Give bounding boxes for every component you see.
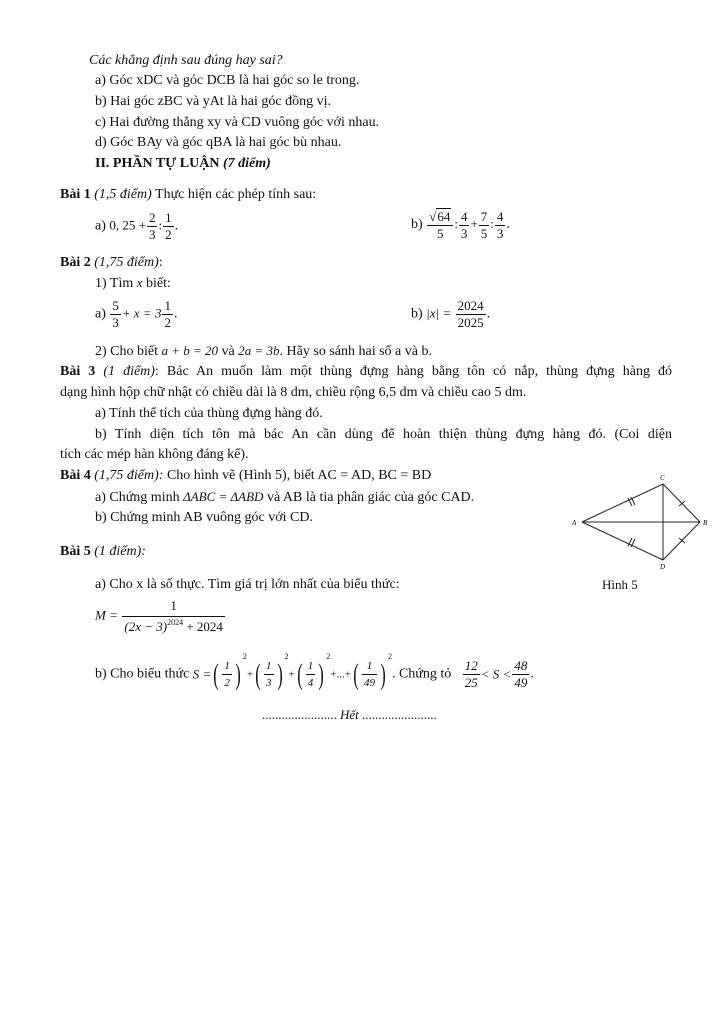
bai5-m-expression: M = $\frac{1}{(2x - 3)^{2024} + 2024}$ (95, 596, 226, 637)
tf-intro: Các khẳng định sau đúng hay sai? (89, 53, 283, 68)
fraction: $\frac{1}{2}$ (165, 210, 172, 242)
bai5-a: a) Cho x là số thực. Tìm giá trị lớn nhất của biểu thức: (95, 577, 400, 592)
bai2-heading: Bài 2 (1,75 điểm): (60, 255, 163, 270)
bai1-a-expression: a) 0, 25 + $\frac{2}{3}$ : $\frac{1}{2}$ . (95, 210, 179, 242)
segment-ac (582, 484, 663, 522)
fraction: $\frac{1}{3}$ (266, 660, 272, 689)
fraction: $\frac{4}{3}$ (496, 208, 504, 241)
bai1-heading (60, 186, 316, 204)
segment-cb (663, 484, 700, 522)
bai4-b: b) Chứng minh AB vuông góc với CD. (95, 510, 313, 525)
bai2-part2: 2) Cho biết a + b = 20 và 2a = 3b. Hãy so sánh hai số a và b. (95, 343, 432, 359)
bai1-points: (1,5 điểm) (94, 187, 152, 202)
end-marker: ....................... Hết ....................... (262, 707, 437, 722)
sqrt-fraction: $\frac{√64}{5}$ (427, 208, 453, 242)
bai1-text: Thực hiện các phép tính sau: (155, 187, 317, 202)
fraction: $\frac{7}{5}$ (480, 208, 488, 241)
bai5-b-expression: b) Cho biểu thức S =( $\frac{1}{2}$ )$^2$+( $\frac{1}{3}$ )$^2$+( $\frac{1}{4}$ )$^2$+...+( $\frac{1}{49}$ )$^2$. Chứng tỏ $\frac{12}{25}$ < S < $\frac{48}{49}$ . (95, 652, 534, 691)
bai4-heading: Bài 4 (1,75 điểm): Cho hình vẽ (Hình 5), biết AC = AD, BC = BD (60, 468, 432, 483)
bai5-heading: Bài 5 (1 điểm): (60, 544, 146, 559)
tf-item-c: c) Hai đường thẳng xy và CD vuông góc với nhau. (95, 115, 380, 130)
bai3-line2: dạng hình hộp chữ nhật có chiều dài là 8 dm, chiều rộng 6,5 dm và chiều cao 5 dm. (60, 385, 527, 400)
segment-db (663, 522, 700, 560)
bai1-a-prefix: a) (95, 218, 106, 234)
tf-item-a: a) Góc xDC và góc DCB là hai góc so le trong. (95, 73, 360, 88)
bai2-find: 1) Tìm x biết: (95, 275, 171, 291)
figure-hinh5 (570, 470, 720, 575)
part2-points: (7 điểm) (222, 156, 271, 171)
fraction: $\frac{1}{49}$ (363, 660, 375, 689)
part2-title: II. PHẦN TỰ LUẬN (95, 156, 220, 171)
bai4-a: a) Chứng minh ΔABC = ΔABD và AB là tia phân giác của góc CAD. (95, 489, 475, 505)
label-b: B (703, 519, 708, 527)
fraction: $\frac{2024}{2025}$ (457, 298, 484, 330)
fraction: $\frac{1}{2}$ (164, 298, 171, 330)
bai1-a-lead: 0, 25 + (109, 217, 146, 233)
fraction: $\frac{1}{2}$ (224, 660, 230, 689)
bai2-points: (1,75 điểm) (94, 255, 159, 270)
segment-ad (582, 522, 663, 560)
label-a: A (572, 519, 577, 527)
bai3-b1: b) Tính diện tích tôn mà bác An cần dùng để hoàn thiện thùng đựng hàng đó. (Coi diện (95, 427, 672, 442)
fraction: $\frac{48}{49}$ (514, 658, 528, 690)
figure-caption: Hình 5 (602, 577, 638, 592)
part2-heading (95, 155, 271, 173)
bai1-b-expression: b) $\frac{√64}{5}$ : $\frac{4}{3}$ + $\frac{7}{5}$ : $\frac{4}{3}$ . (411, 208, 510, 241)
label-c: C (660, 474, 665, 482)
bai2-a-expression: a) $\frac{5}{3}$ + x = 3 $\frac{1}{2}$ . (95, 298, 178, 330)
fraction: $\frac{12}{25}$ (464, 658, 478, 690)
bai1-b-prefix: b) (411, 217, 423, 233)
tf-item-d: d) Góc BAy và góc qBA là hai góc bù nhau. (95, 135, 342, 150)
fraction: $\frac{1}{(2x - 3)^{2024} + 2024}$ (124, 598, 223, 634)
bai1-label: Bài 1 (60, 187, 91, 202)
fraction: $\frac{4}{3}$ (460, 208, 468, 241)
bai3-b2: tích các mép hàn không đáng kể). (60, 447, 249, 462)
bai3-line1: Bài 3 (1 điểm): Bác An muốn làm một thùng đựng hàng bằng tôn có nắp, thùng đựng hàng đó (60, 364, 672, 379)
fraction: $\frac{2}{3}$ (148, 210, 156, 242)
bai2-label: Bài 2 (60, 255, 91, 270)
fraction: $\frac{1}{4}$ (307, 660, 314, 689)
tf-item-b: b) Hai góc zBC và yAt là hai góc đồng vị. (95, 94, 332, 109)
label-d: D (660, 563, 666, 571)
bai2-b-expression: b) |x| = $\frac{2024}{2025}$ . (411, 298, 491, 330)
fraction: $\frac{5}{3}$ (112, 298, 119, 330)
bai3-a: a) Tính thể tích của thùng đựng hàng đó. (95, 406, 323, 421)
